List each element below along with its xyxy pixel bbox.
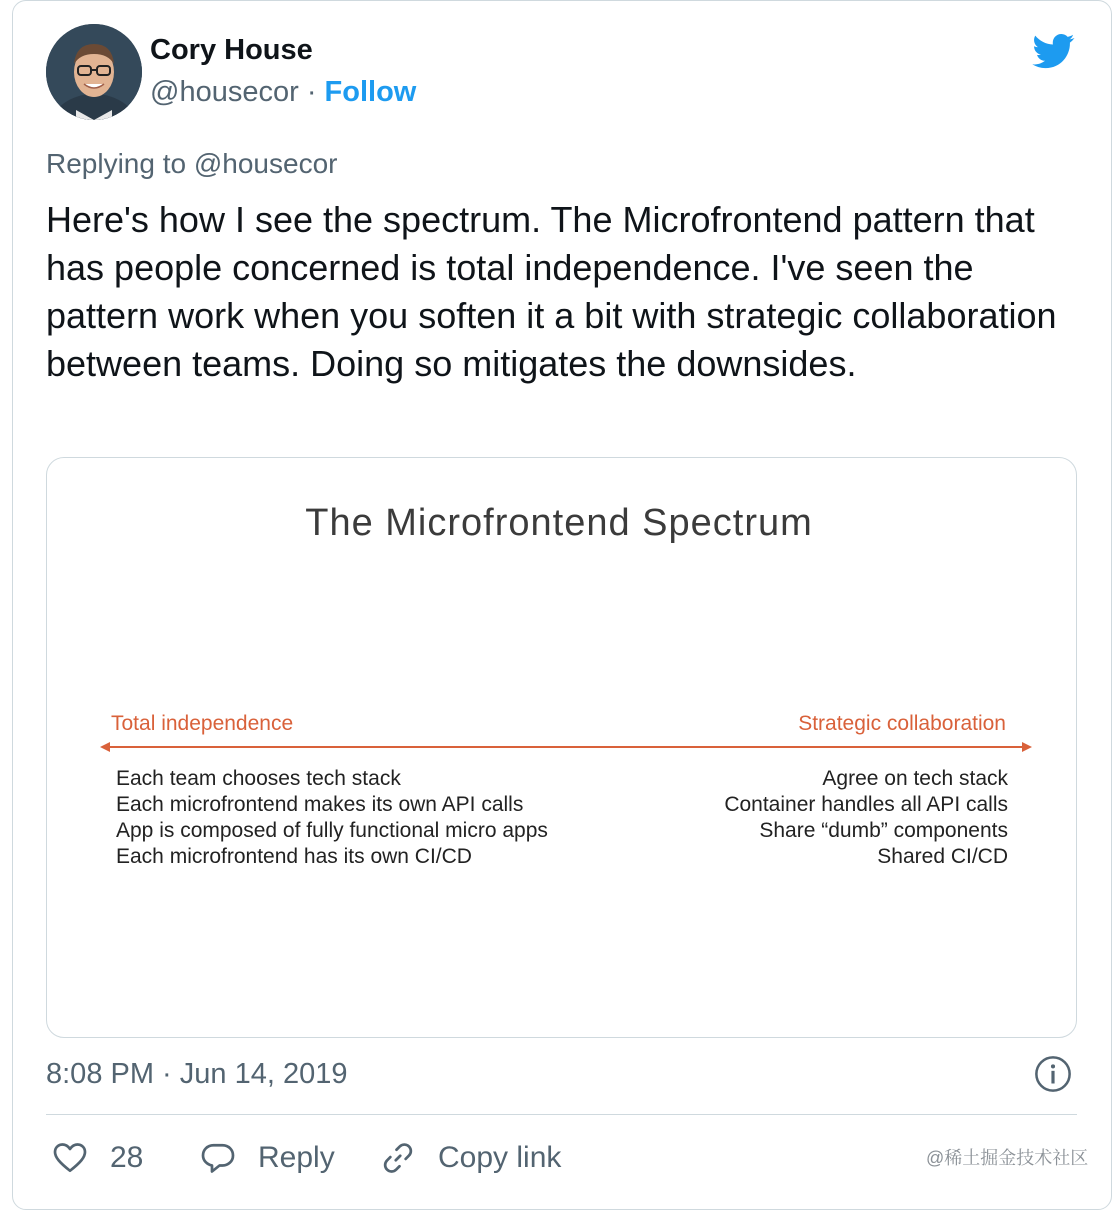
copy-link-button[interactable] <box>380 1138 561 1178</box>
handle-separator: · <box>306 76 317 108</box>
left-item: Each microfrontend has its own CI/CD <box>116 845 472 868</box>
left-item: Each team chooses tech stack <box>116 767 401 790</box>
spectrum-arrow <box>100 737 1032 757</box>
author-handle-row <box>150 76 416 109</box>
tweet-text: Here's how I see the spectrum. The Microfrontend pattern that has people concerned is total independence. I've seen the pattern work when you soften it a bit with strategic collaboration between teams. Doing so mitigates the downsides. <box>46 199 1057 384</box>
spectrum-right-label: Strategic collaboration <box>798 712 1006 735</box>
left-items-list <box>116 766 548 870</box>
replying-to[interactable]: Replying to @housecor <box>46 148 338 179</box>
follow-button[interactable]: Follow <box>324 76 417 108</box>
spectrum-left-label: Total independence <box>111 712 294 735</box>
like-count: 28 <box>110 1141 144 1174</box>
heart-icon <box>52 1140 88 1176</box>
right-item: Container handles all API calls <box>724 793 1008 816</box>
link-icon <box>380 1140 416 1176</box>
author-handle[interactable]: @housecor <box>150 76 299 108</box>
author-name[interactable]: Cory House <box>150 34 313 66</box>
divider <box>46 1114 1077 1115</box>
right-item: Agree on tech stack <box>822 767 1008 790</box>
right-items-list <box>724 766 1008 870</box>
copy-link-label: Copy link <box>438 1141 562 1174</box>
left-item: Each microfrontend makes its own API calls <box>116 793 524 816</box>
reply-label: Reply <box>258 1141 335 1174</box>
reply-bubble-icon <box>200 1140 236 1176</box>
like-button[interactable] <box>52 1138 143 1178</box>
right-item: Shared CI/CD <box>877 845 1008 868</box>
slide-title: The Microfrontend Spectrum <box>305 502 813 544</box>
avatar[interactable] <box>46 24 142 120</box>
twitter-bird-icon[interactable] <box>1030 30 1078 72</box>
info-icon[interactable] <box>1034 1055 1072 1093</box>
watermark: @稀土掘金技术社区 <box>926 1148 1089 1168</box>
tweet-timestamp[interactable]: 8:08 PM · Jun 14, 2019 <box>46 1058 348 1090</box>
left-item: App is composed of fully functional micro apps <box>116 819 548 842</box>
reply-button[interactable] <box>200 1138 335 1178</box>
right-item: Share “dumb” components <box>759 819 1008 842</box>
